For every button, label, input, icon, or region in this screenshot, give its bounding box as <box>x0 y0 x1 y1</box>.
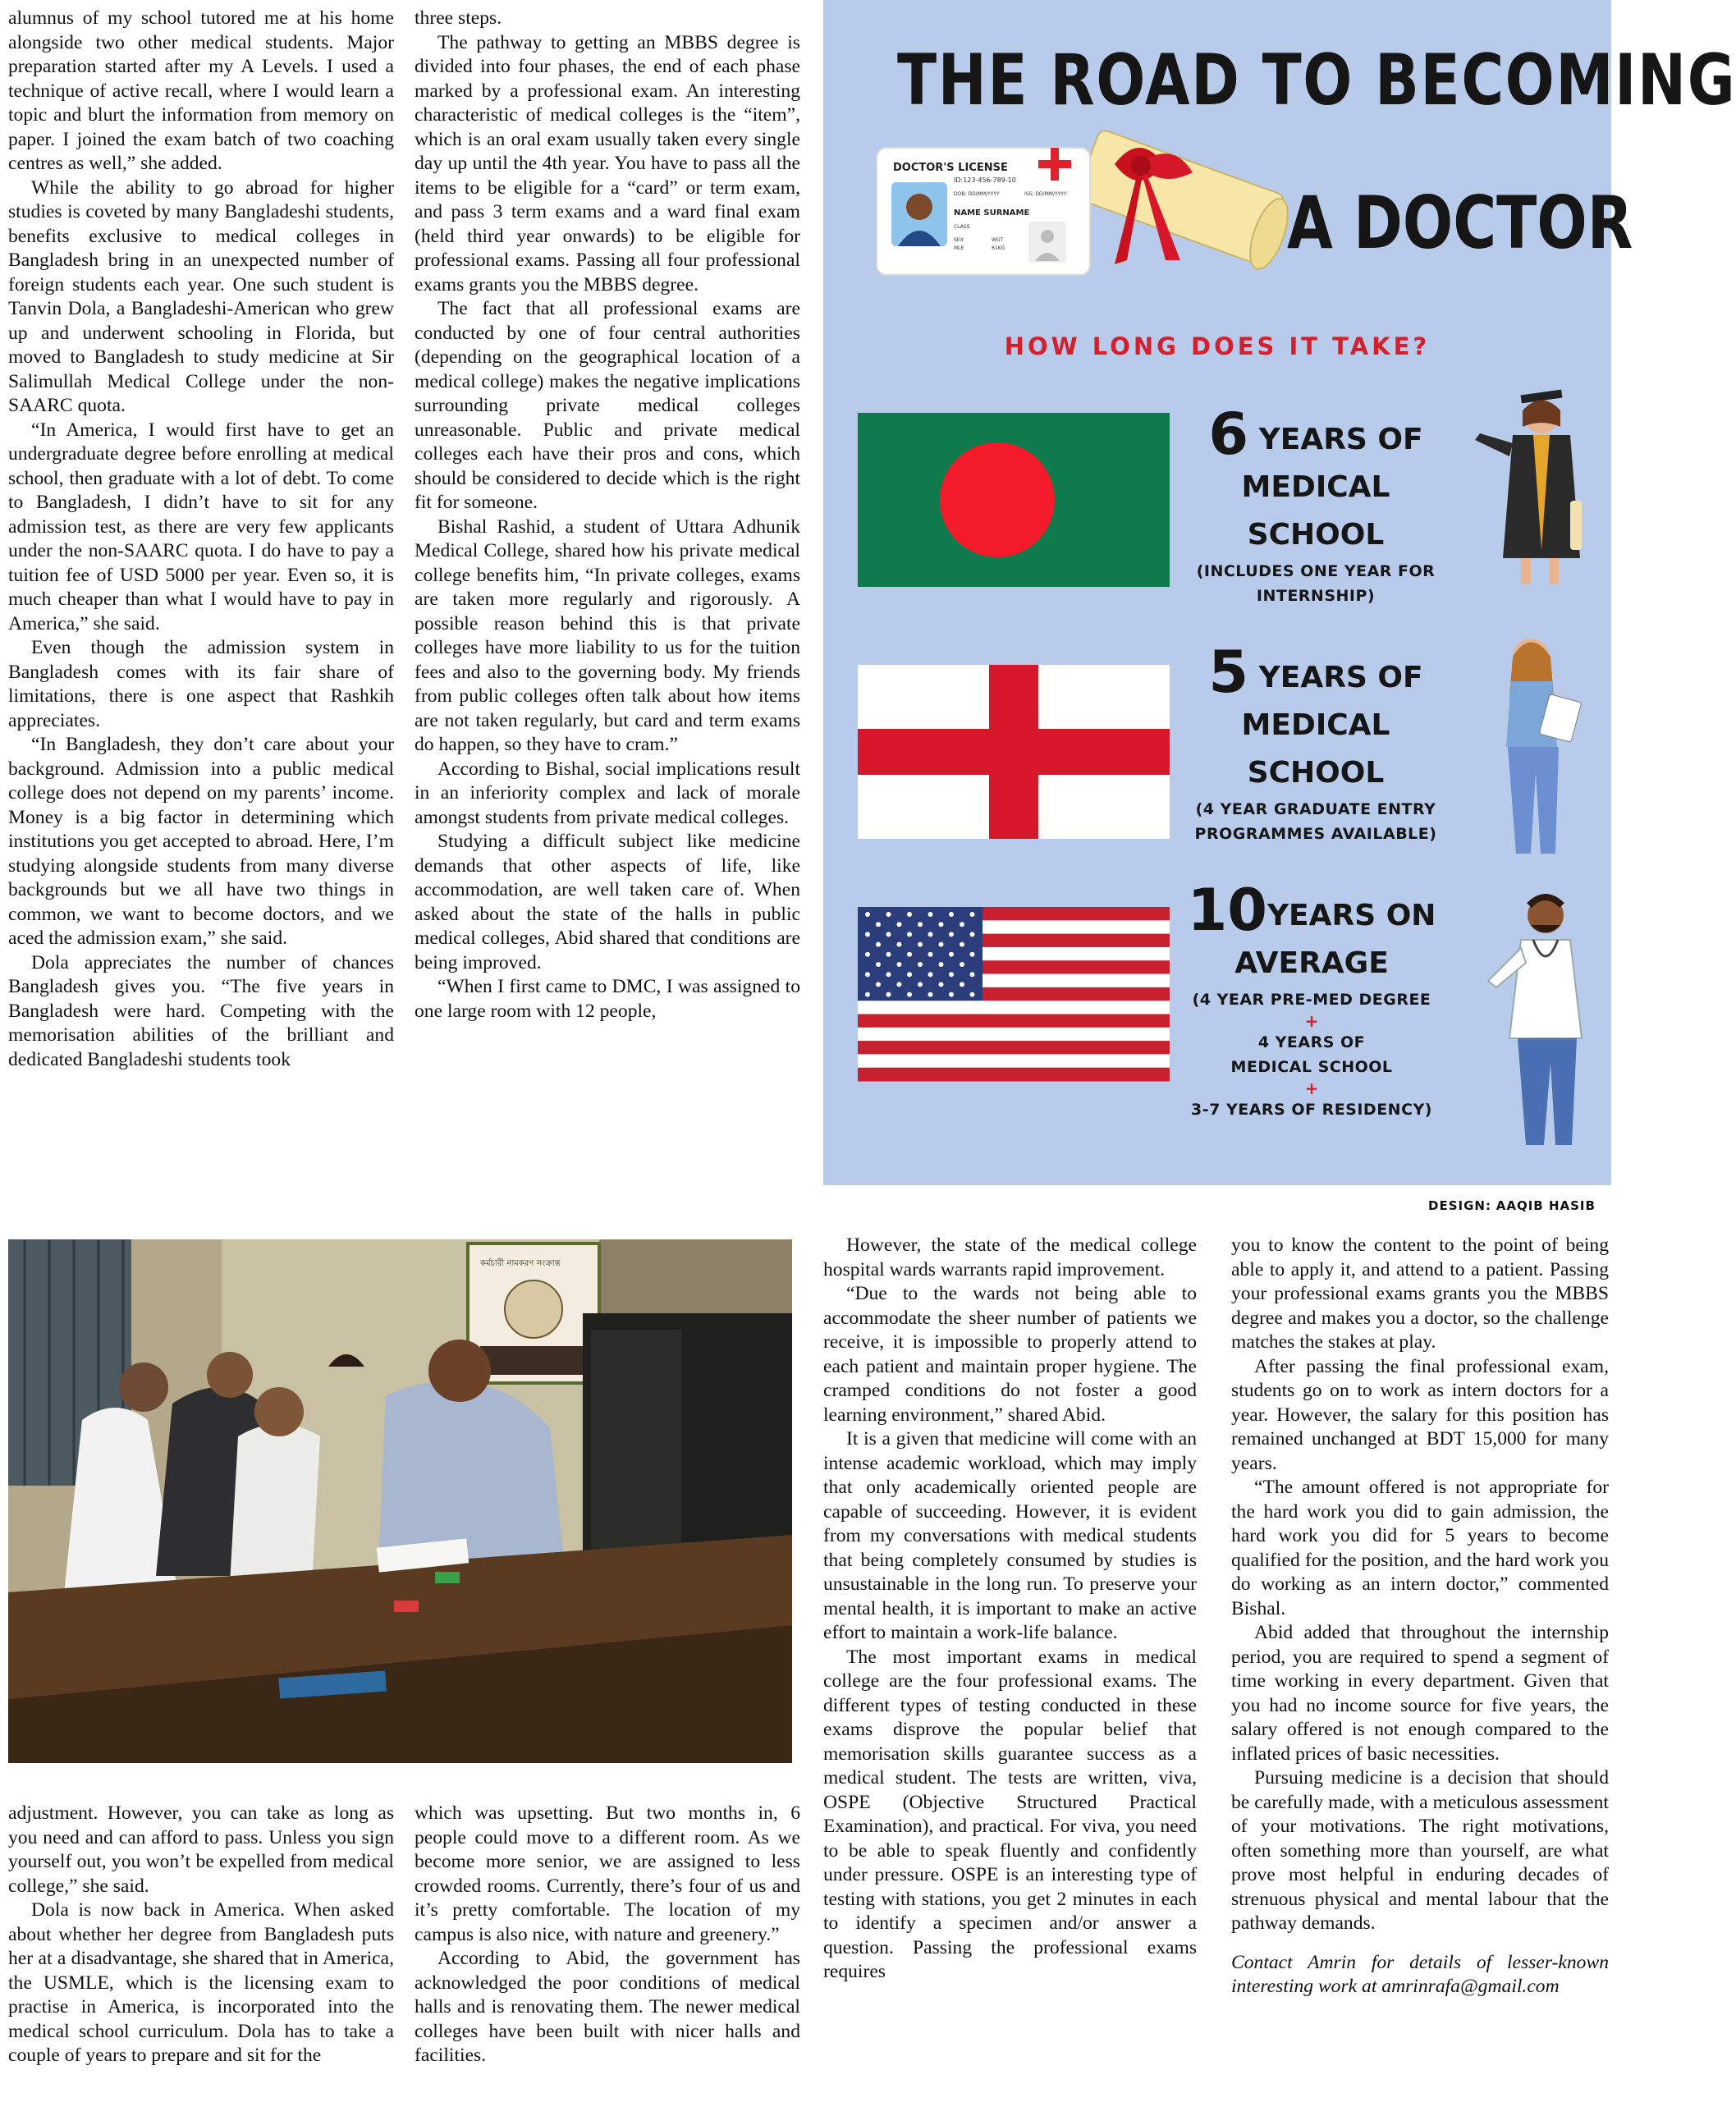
england-flag-icon <box>858 665 1170 839</box>
stat-text: YEARS OF <box>1258 423 1423 456</box>
infographic-title: THE ROAD TO BECOMING <box>897 39 1736 121</box>
infographic-question: HOW LONG DOES IT TAKE? <box>1004 332 1431 360</box>
stat-number: 6 <box>1208 401 1249 468</box>
paragraph: Even though the admission system in Bangladesh comes with its fair share of limitations, there is one aspect that Rashkih appreciates. <box>8 637 394 731</box>
contact-note: Contact Amrin for details of lesser-known interesting work at amrinrafa@gmail.com <box>1231 1951 1609 1997</box>
article-column-5 <box>8 1802 394 2068</box>
svg-text:ISS: DD/MM/YYYY: ISS: DD/MM/YYYY <box>1024 191 1067 197</box>
svg-text:DOB: DD/MM/YYYY: DOB: DD/MM/YYYY <box>954 191 1000 197</box>
plus-icon: + <box>1304 1011 1319 1031</box>
svg-text:WGT: WGT <box>992 237 1004 243</box>
paragraph: “When I first came to DMC, I was assigned to one large room with 12 people, <box>415 976 800 1022</box>
stat-note: (INCLUDES ONE YEAR FOR <box>1196 562 1436 580</box>
design-credit <box>1428 1198 1596 1213</box>
paragraph: According to Abid, the government has acknowledged the poor conditions of medical halls and is renovating them. The newer medical colleges have been built with nicer halls and facilities. <box>415 1948 800 2066</box>
svg-text:SEX: SEX <box>954 237 964 243</box>
paragraph: three steps. <box>415 7 502 29</box>
stat-note: 4 YEARS OF <box>1257 1033 1366 1051</box>
graduate-character-icon <box>1463 386 1603 591</box>
article-column-3 <box>823 1234 1197 1985</box>
credit-label: DESIGN: <box>1428 1198 1491 1213</box>
svg-text:NAME SURNAME: NAME SURNAME <box>954 208 1030 218</box>
stat-text: SCHOOL <box>1247 518 1385 552</box>
stat-bangladesh <box>1193 401 1439 608</box>
stat-england <box>1193 639 1439 846</box>
paragraph: alumnus of my school tutored me at his home alongside two other medical students. Major preparation started after my A Levels. I used a technique of active recall, where I would learn a topic and blurt the information from memory on paper. I joined the exam batch of two coaching centres as well,” she added. <box>8 7 394 174</box>
stat-note: PROGRAMMES AVAILABLE) <box>1194 825 1437 843</box>
stat-text: SCHOOL <box>1247 756 1385 790</box>
stat-text: MEDICAL <box>1241 708 1390 742</box>
svg-text:CLASS: CLASS <box>954 224 970 230</box>
paragraph: Pursuing medicine is a decision that should be carefully made, with a meticulous assessment of your motivations. The right motivations, often something more than yourself, are what prove most helpful in enduring decades of strenuous physical and mental labour that the pathway demands. <box>1231 1767 1609 1934</box>
paragraph: Bishal Rashid, a student of Uttara Adhunik Medical College, shared how his private medical college benefits him, “In private colleges, exams are taken more regularly and rigorously. A possible reason behind this is that private colleges have more liability to us for the tuition fees and also to the governing body. My friends from public colleges often talk about how items are not taken regularly, but card and term exams do happen, so they have to cram.” <box>415 515 800 755</box>
article-column-4 <box>1231 1234 1609 1999</box>
stat-note: (4 YEAR GRADUATE ENTRY <box>1195 800 1436 818</box>
doctor-character-icon <box>1480 882 1603 1153</box>
article-column-1 <box>8 7 394 1072</box>
paragraph: “Due to the wards not being able to accommodate the sheer number of patients we receive, it is impossible to properly attend to each patient and maintain proper hygiene. The cramped conditions do not foster a good learning environment,” shared Abid. <box>823 1283 1197 1426</box>
svg-text:61KG: 61KG <box>992 245 1005 251</box>
paragraph: According to Bishal, social implications result in an inferiority complex and lack of morale amongst students from private medical colleges. <box>415 758 800 828</box>
paragraph: It is a given that medicine will come with an intense academic workload, which may imply that only academically oriented people are capable of succeeding. However, it is evident from my conversations with medical students that being completely consumed by studies is unsustainable in the long run. To preserve your mental health, it is important to make an active effort to maintain a work-life balance. <box>823 1428 1197 1643</box>
poster-text: কর্মচারী নামকরণ সংক্রান্ত <box>480 1259 561 1268</box>
paragraph: After passing the final professional exam, students go on to work as intern doctors for a year. However, the salary for this position has remained unchanged at BDT 15,000 for many years. <box>1231 1355 1609 1474</box>
paragraph: Studying a difficult subject like medicine demands that other aspects of life, like accommodation, are well taken care of. When asked about the state of the halls in public medical colleges, Abid shared that conditions are being improved. <box>415 831 800 973</box>
paragraph: The fact that all professional exams are conducted by one of four central authorities (depending on the geographical location of a medical college) makes the negative implications surrounding private medical colleges unreasonable. Public and private medical colleges each have their pros and cons, which should be considered to decide which is the right fit for someone. <box>415 298 800 513</box>
paragraph: Dola appreciates the number of chances Bangladesh gives you. “The five years in Bangladesh were hard. Competing with the memorisation abilities of the brilliant and dedicated Bangladeshi students took <box>8 951 394 1070</box>
paragraph: Dola is now back in America. When asked about whether her degree from Bangladesh puts her at a disadvantage, she shared that in America, the USMLE, which is the licensing exam to practise in America, is incorporated into the medical school curriculum. Dola has to take a couple of years to prepare and sit for the <box>8 1899 394 2066</box>
stat-note: MEDICAL SCHOOL <box>1230 1058 1393 1076</box>
paragraph: “In Bangladesh, they don’t care about your background. Admission into a public medical college does not depend on my parents’ income. Money is a big factor in determining which institutions you get accepted to abroad. Here, I’m studying alongside students from many diverse backgrounds but we all have two things in common, we want to become doctors, and we aced the admission exam,” she said. <box>8 734 394 949</box>
paragraph: Abid added that throughout the internship period, you are required to spend a segment of time working in every department. Given that you had no income source for five years, the salary offered is not enough compared to the inflated prices of basic necessities. <box>1231 1622 1609 1765</box>
stat-note: 3-7 YEARS OF RESIDENCY) <box>1191 1101 1432 1119</box>
stat-usa <box>1184 877 1439 1122</box>
license-card <box>877 148 1090 275</box>
nurse-character-icon <box>1480 624 1587 862</box>
paragraph: The pathway to getting an MBBS degree is divided into four phases, the end of each phase marked by a professional exam. An interesting characteristic of medical colleges is the “item”, which is an oral exam usually taken every single day up until the 4th year. You have to pass all the items to be eligible for a “card” or term exam, and pass 3 term exams and a ward final exam (held third year onwards) to be eligible for professional exams. Passing all four professional exams grants you the MBBS degree. <box>415 31 800 295</box>
stat-note: (4 YEAR PRE-MED DEGREE <box>1192 991 1431 1009</box>
article-column-6 <box>415 1802 800 2068</box>
stat-text: MEDICAL <box>1241 470 1390 504</box>
paragraph: adjustment. However, you can take as long as you need and can afford to pass. Unless you sign yourself out, you won’t be expelled from medical college,” she said. <box>8 1802 394 1897</box>
stat-number: 5 <box>1208 639 1249 706</box>
plus-icon: + <box>1304 1079 1319 1098</box>
stat-text: YEARS ON <box>1267 899 1436 932</box>
paragraph: While the ability to go abroad for higher studies is coveted by many Bangladeshi students, benefits exclusive to medical colleges in Bangladesh bring in an unexpected number of foreign students each year. One such student is Tanvin Dola, a Bangladeshi-American who grew up and underwent schooling in Florida, but moved to Bangladesh to study medicine at Sir Salimullah Medical College under the non-SAARC quota. <box>8 176 394 416</box>
article-column-2 <box>415 7 800 1024</box>
paragraph: The most important exams in medical college are the four professional exams. The different types of testing conducted in these exams disprove the popular belief that memorisation skills guarantee success as a medical student. The tests are written, viva, OSPE (Objective Structured Practical Examination), and practical. For viva, you need to be able to speak fluently and confidently under pressure. OSPE is an interesting type of testing with stations, you get 2 minutes in each to identify a specimen and/or answer a question. Passing the professional exams requires <box>823 1646 1197 1982</box>
paragraph: “In America, I would first have to get an undergraduate degree before enrolling at medical school, then graduate with a lot of debt. To come to Bangladesh, I didn’t have to sit for any admission test, as there are very few applicants under the non-SAARC quota. I do have to pay a tuition fee of USD 5000 per year. Even so, it is much cheaper than what I would have to pay in America,” she said. <box>8 419 394 634</box>
stat-text: YEARS OF <box>1258 661 1423 694</box>
paragraph: However, the state of the medical college hospital wards warrants rapid improvement. <box>823 1234 1197 1280</box>
usa-flag-icon <box>858 907 1170 1081</box>
svg-text:ID:123-456-789-10: ID:123-456-789-10 <box>954 176 1016 184</box>
svg-text:DOCTOR'S LICENSE: DOCTOR'S LICENSE <box>893 162 1008 174</box>
doctor-license-illustration <box>868 131 1312 304</box>
stat-number: 10 <box>1187 877 1267 944</box>
credit-name: AAQIB HASIB <box>1496 1198 1596 1213</box>
paragraph: “The amount offered is not appropriate for the hard work you did to gain admission, the hard work you did for 5 years to become qualified for the position, and the hard work you do working as an intern doctor,” commented Bishal. <box>1231 1477 1609 1619</box>
infographic-title-line2: A DOCTOR <box>1287 181 1633 265</box>
paragraph: which was upsetting. But two months in, 6 people could move to a different room. As we become more senior, we are assigned to less crowded rooms. Currently, there’s four of us and it’s pretty comfortable. The location of my campus is also nice, with nature and greenery.” <box>415 1802 800 1945</box>
stat-note: INTERNSHIP) <box>1256 587 1376 605</box>
photo-students-at-counter <box>8 1239 792 1763</box>
stat-text: AVERAGE <box>1234 946 1389 980</box>
svg-text:MLE: MLE <box>954 245 964 251</box>
paragraph: you to know the content to the point of being able to apply it, and attend to a patient. Passing your professional exams grants you the MBBS degree and makes you a doctor, so the challenge matches the stakes at play. <box>1231 1234 1609 1353</box>
bangladesh-flag-icon <box>858 413 1170 587</box>
diploma-scroll-icon <box>1075 129 1295 274</box>
infographic <box>823 0 1736 1185</box>
